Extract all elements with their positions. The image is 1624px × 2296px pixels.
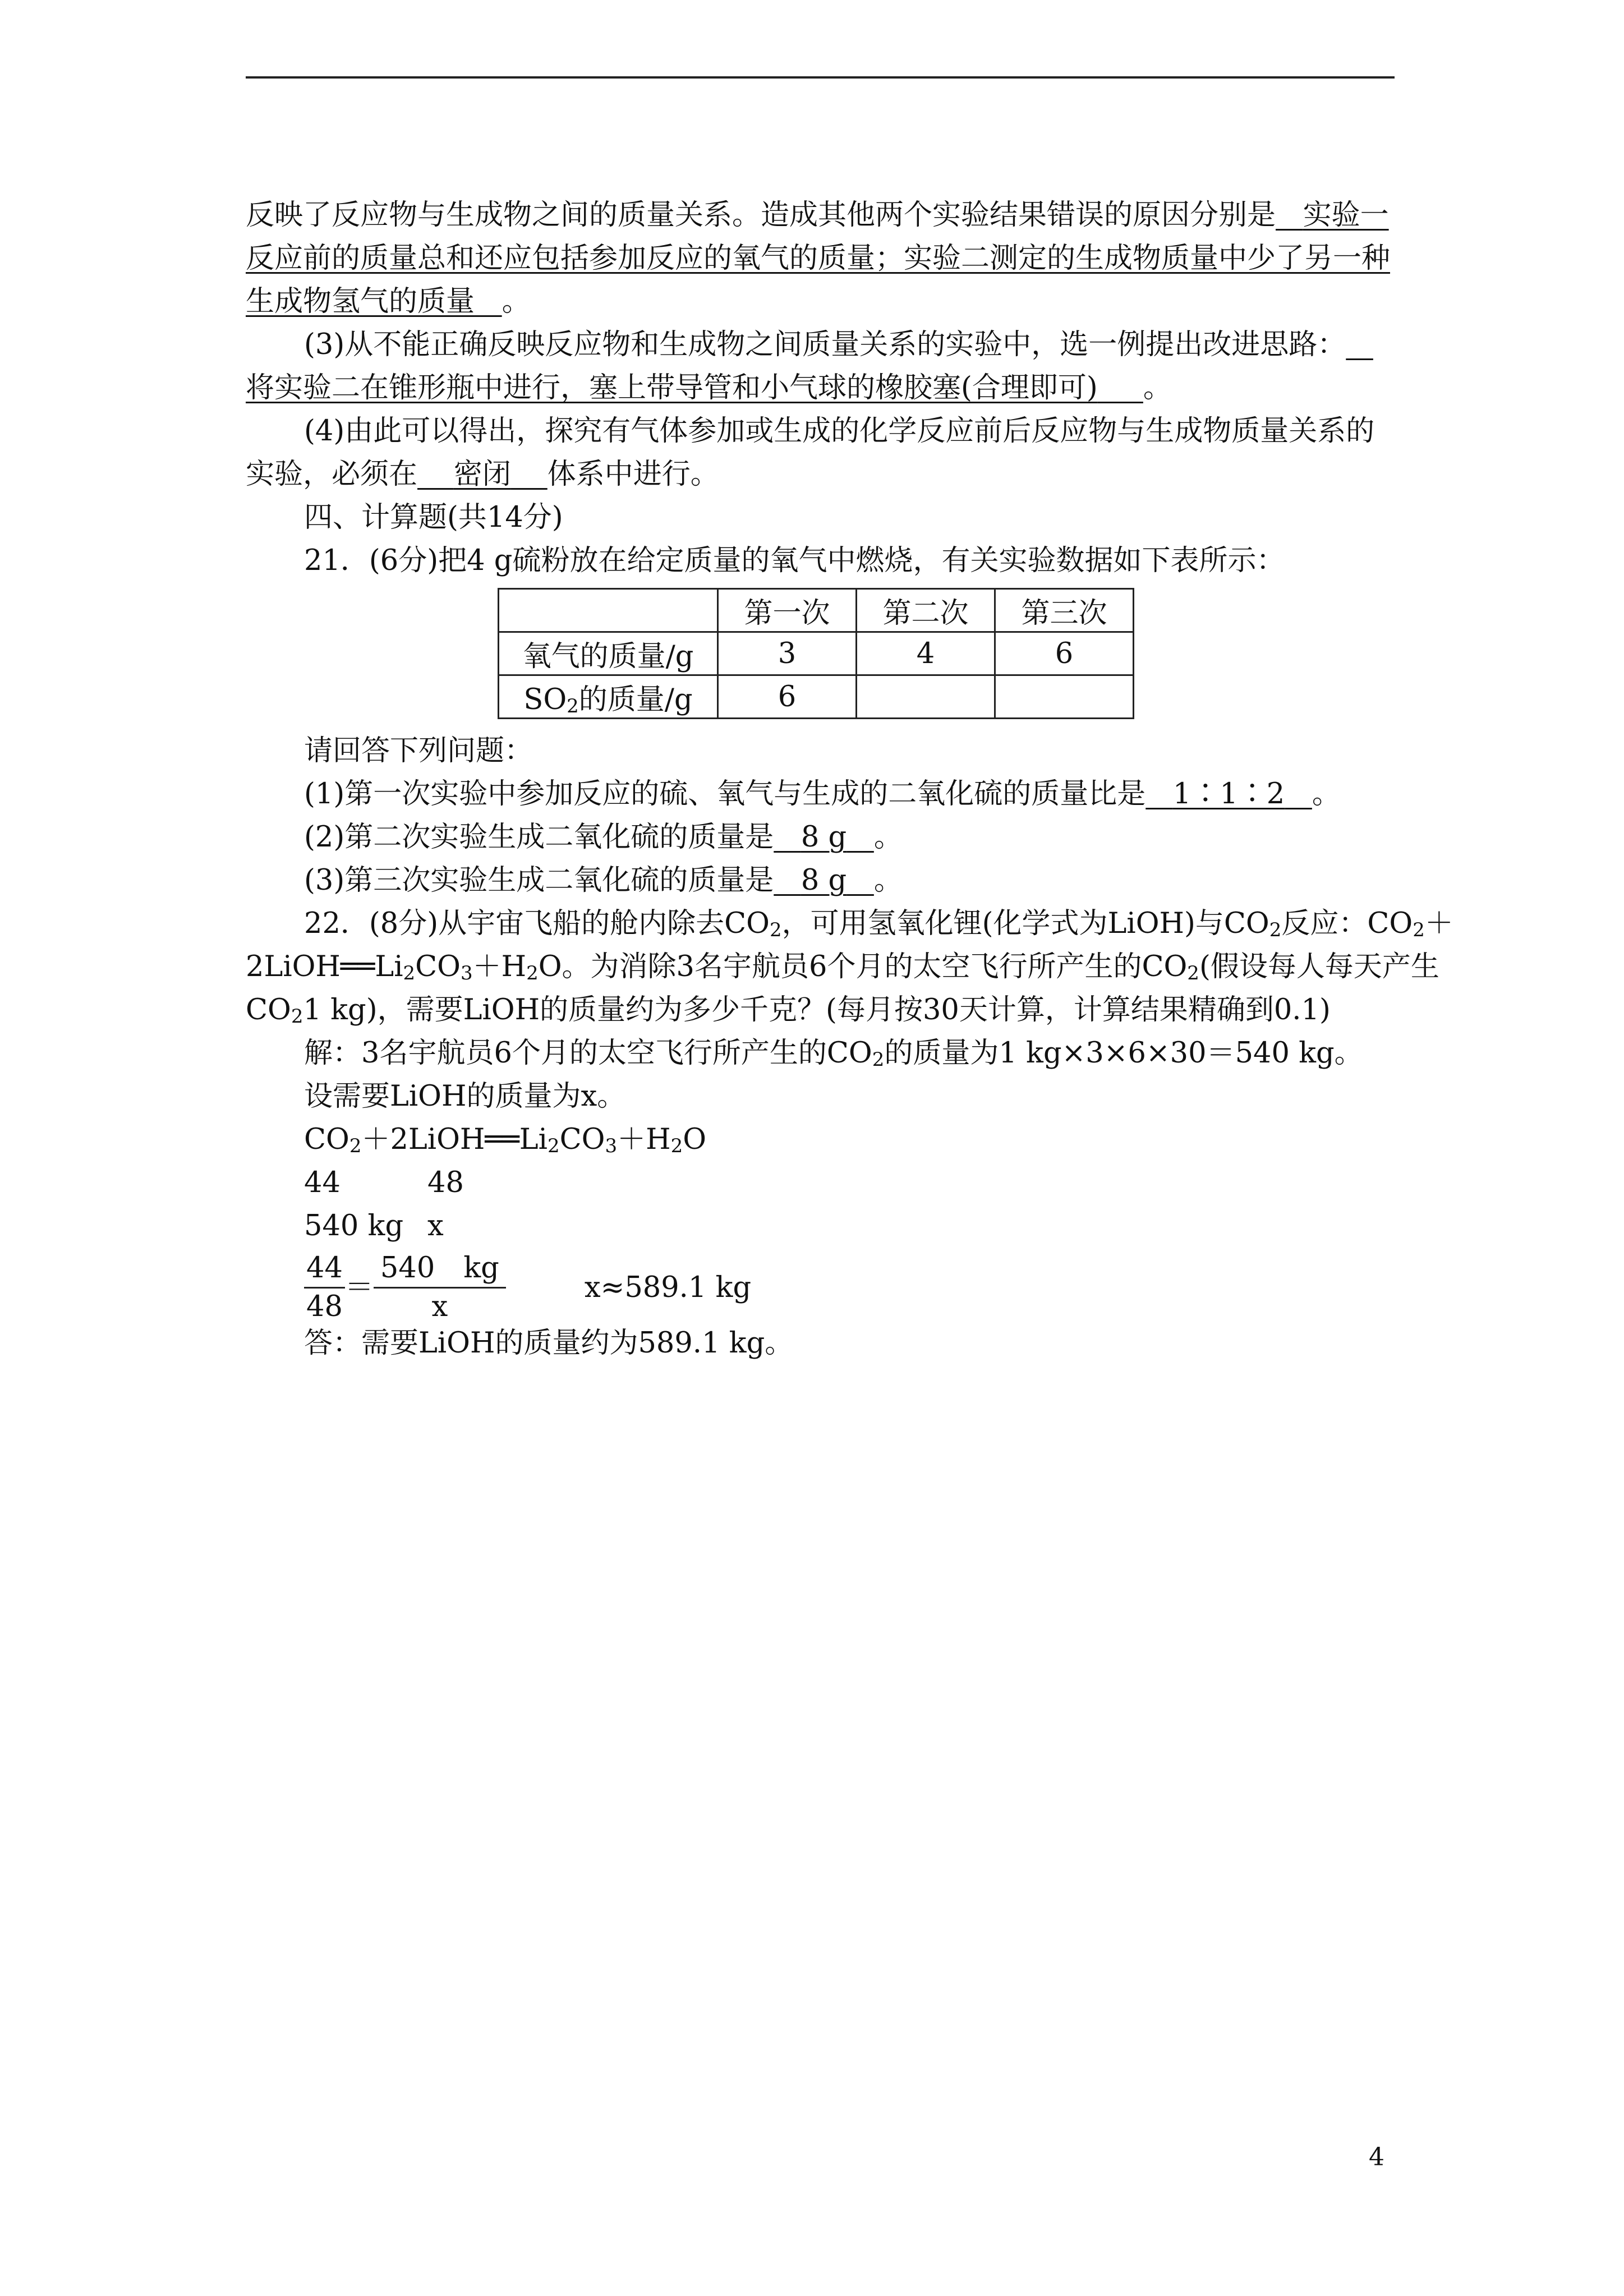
page-number: 4 bbox=[1369, 2143, 1384, 2171]
table-row-label: $SO_2$的质量/g bbox=[499, 675, 718, 719]
text: (3)从不能正确反映反应物和生成物之间质量关系的实验中，选一例提出改进思路： bbox=[304, 328, 1346, 361]
table-row bbox=[499, 632, 1134, 675]
question-21-1: (1)第一次实验中参加反应的硫、氧气与生成的二氧化硫的质量比是 1∶1∶2 。 bbox=[304, 777, 1341, 811]
fraction-left: $\frac{44}{48}$ bbox=[304, 1250, 345, 1326]
given-mass-row: 540 kg x bbox=[304, 1209, 444, 1243]
solution-line: 解：3名宇航员6个月的太空飞行所产生的$CO_2$的质量为1 kg×3×6×30＝540 kg。 bbox=[304, 1037, 1363, 1071]
section-heading: 四、计算题(共14分) bbox=[304, 501, 563, 534]
text: 。 bbox=[1143, 371, 1172, 404]
table-cell: 6 bbox=[718, 675, 857, 719]
text: (4)由此可以得出，探究有气体参加或生成的化学反应前后反应物与生成物质量关系的 bbox=[304, 415, 1375, 448]
proportion-equation: $\frac{44}{48}$ ＝ $\frac{540 kg}{x}$ x≈589.1 kg bbox=[246, 1250, 1395, 1322]
table-cell: 4 bbox=[857, 632, 995, 675]
question-22-line2: $2LiOH══Li_2CO_3+H_2O$。为消除3名宇航员6个月的太空飞行所产生的$CO_2$(假设每人每天产生 bbox=[246, 950, 1439, 984]
question-3 bbox=[246, 323, 1395, 366]
question-21-2: (2)第二次实验生成二氧化硫的质量是 8 g 。 bbox=[304, 821, 903, 854]
question-3-answer-line bbox=[246, 366, 1395, 409]
table-row bbox=[499, 675, 1134, 719]
question-21-prompt: 请回答下列问题： bbox=[304, 734, 533, 767]
table-header-cell: 第二次 bbox=[857, 589, 995, 632]
table-header-cell: 第三次 bbox=[995, 589, 1134, 632]
answer-blank: 8 g bbox=[801, 821, 847, 854]
paragraph-line bbox=[246, 280, 1395, 323]
table-row-label: 氧气的质量/g bbox=[499, 632, 718, 675]
page-body-continued bbox=[246, 729, 1453, 1365]
question-22-line1: 22．(8分)从宇宙飞船的舱内除去$CO_2$，可用氢氧化锂(化学式为LiOH)与$CO_2$反应：$CO_2+$ bbox=[304, 907, 1453, 941]
fraction-right: $\frac{540 kg}{x}$ bbox=[374, 1250, 506, 1326]
page-body bbox=[246, 194, 1395, 582]
table-header-row bbox=[499, 589, 1134, 632]
answer-blank: 密闭 bbox=[453, 458, 511, 491]
question-4 bbox=[246, 409, 1395, 453]
paragraph-line bbox=[246, 194, 1395, 237]
question-21-stem: 21．(6分)把4 g硫粉放在给定质量的氧气中燃烧，有关实验数据如下表所示： bbox=[304, 544, 1285, 577]
table-cell bbox=[499, 589, 718, 632]
answer-blank: 反应前的质量总和还应包括参加反应的氧气的质量；实验二测定的生成物质量中少了另一种 bbox=[246, 242, 1391, 275]
final-answer: 答：需要LiOH的质量约为589.1 kg。 bbox=[304, 1327, 794, 1360]
text: 。 bbox=[502, 285, 531, 318]
paragraph-line bbox=[246, 237, 1395, 280]
question-21-3: (3)第三次实验生成二氧化硫的质量是 8 g 。 bbox=[304, 864, 903, 897]
question-22-line3: $CO_21$ kg)，需要LiOH的质量约为多少千克？(每月按30天计算，计算结果精确到0.1) bbox=[246, 993, 1331, 1028]
answer-blank: 1∶1∶2 bbox=[1172, 777, 1285, 811]
text: 反映了反应物与生成物之间的质量关系。造成其他两个实验结果错误的原因分别是 bbox=[246, 199, 1276, 232]
text: 体系中进行。 bbox=[547, 458, 719, 491]
data-table bbox=[498, 588, 1134, 719]
molar-mass-row: 44 48 bbox=[304, 1166, 464, 1199]
table-cell: 6 bbox=[995, 632, 1134, 675]
text: 实验，必须在 bbox=[246, 458, 418, 491]
table-header-cell: 第一次 bbox=[718, 589, 857, 632]
answer-blank: 将实验二在锥形瓶中进行，塞上带导管和小气球的橡胶塞(合理即可) bbox=[246, 371, 1098, 404]
table-cell: 3 bbox=[718, 632, 857, 675]
header-rule bbox=[246, 76, 1395, 79]
table-cell bbox=[857, 675, 995, 719]
answer-blank: 8 g bbox=[801, 864, 847, 897]
question-4-line2 bbox=[246, 453, 1395, 496]
answer-blank: 生成物氢气的质量 bbox=[246, 285, 475, 318]
solution-line: 设需要LiOH的质量为x。 bbox=[304, 1080, 626, 1113]
answer-blank: 实验一 bbox=[1303, 199, 1389, 232]
table-cell bbox=[995, 675, 1134, 719]
chemical-equation: $CO_2+2LiOH══Li_2CO_3+H_2O$ bbox=[304, 1123, 707, 1157]
